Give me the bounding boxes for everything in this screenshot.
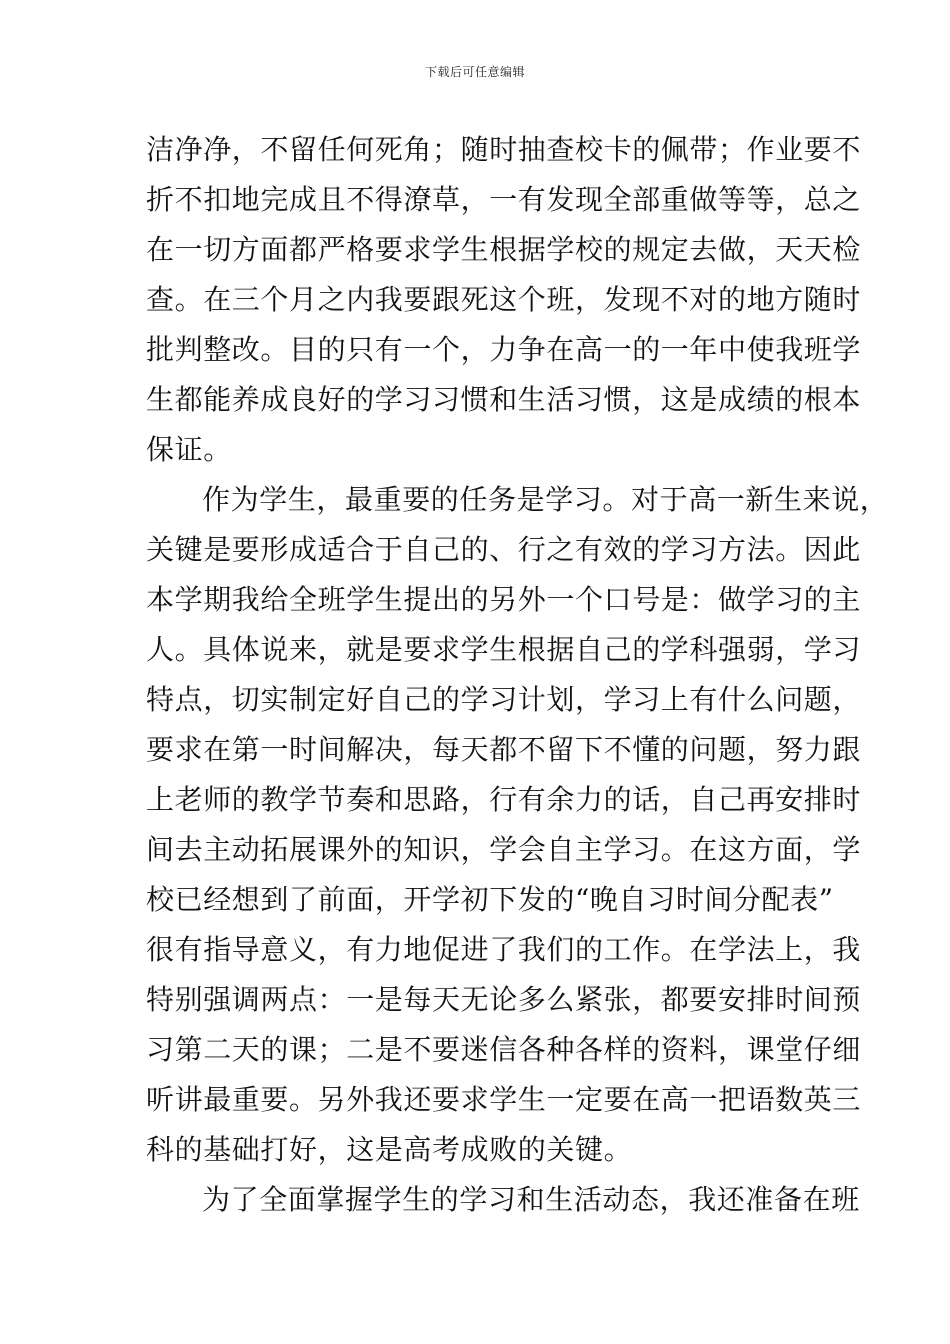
paragraph-1 bbox=[146, 125, 862, 475]
text-line: 本学期我给全班学生提出的另外一个口号是：做学习的主 bbox=[146, 583, 862, 616]
document-body bbox=[146, 125, 889, 1225]
text-line: 科的基础打好，这是高考成败的关键。 bbox=[146, 1133, 633, 1166]
text-line: 批判整改。目的只有一个，力争在高一的一年中使我班学 bbox=[146, 333, 862, 366]
text-line: 特点，切实制定好自己的学习计划，学习上有什么问题， bbox=[146, 683, 862, 716]
text-line: 很有指导意义，有力地促进了我们的工作。在学法上，我 bbox=[146, 933, 862, 966]
text-line: 要求在第一时间解决，每天都不留下不懂的问题，努力跟 bbox=[146, 733, 862, 766]
text-line: 作为学生，最重要的任务是学习。对于高一新生来说， bbox=[202, 483, 889, 516]
text-line: 校已经想到了前面，开学初下发的“晚自习时间分配表” bbox=[146, 883, 834, 916]
page-header: 下载后可任意编辑 bbox=[424, 65, 525, 79]
text-line: 洁净净，不留任何死角；随时抽查校卡的佩带；作业要不 bbox=[146, 133, 862, 166]
text-line: 在一切方面都严格要求学生根据学校的规定去做，天天检 bbox=[146, 233, 862, 266]
text-line: 生都能养成良好的学习习惯和生活习惯，这是成绩的根本 bbox=[146, 383, 862, 416]
paragraph-3 bbox=[146, 1175, 860, 1225]
text-line: 为了全面掌握学生的学习和生活动态，我还准备在班 bbox=[202, 1183, 860, 1216]
text-line: 保证。 bbox=[146, 433, 232, 466]
text-line: 特别强调两点：一是每天无论多么紧张，都要安排时间预 bbox=[146, 983, 862, 1016]
text-line: 人。具体说来，就是要求学生根据自己的学科强弱，学习 bbox=[146, 633, 862, 666]
paragraph-2 bbox=[146, 475, 889, 1175]
text-line: 听讲最重要。另外我还要求学生一定要在高一把语数英三 bbox=[146, 1083, 862, 1116]
text-line: 折不扣地完成且不得潦草，一有发现全部重做等等，总之 bbox=[146, 183, 862, 216]
text-line: 间去主动拓展课外的知识，学会自主学习。在这方面，学 bbox=[146, 833, 862, 866]
text-line: 上老师的教学节奏和思路，行有余力的话，自己再安排时 bbox=[146, 783, 862, 816]
text-line: 习第二天的课；二是不要迷信各种各样的资料，课堂仔细 bbox=[146, 1033, 862, 1066]
text-line: 查。在三个月之内我要跟死这个班，发现不对的地方随时 bbox=[146, 283, 862, 316]
text-line: 关键是要形成适合于自己的、行之有效的学习方法。因此 bbox=[146, 533, 862, 566]
